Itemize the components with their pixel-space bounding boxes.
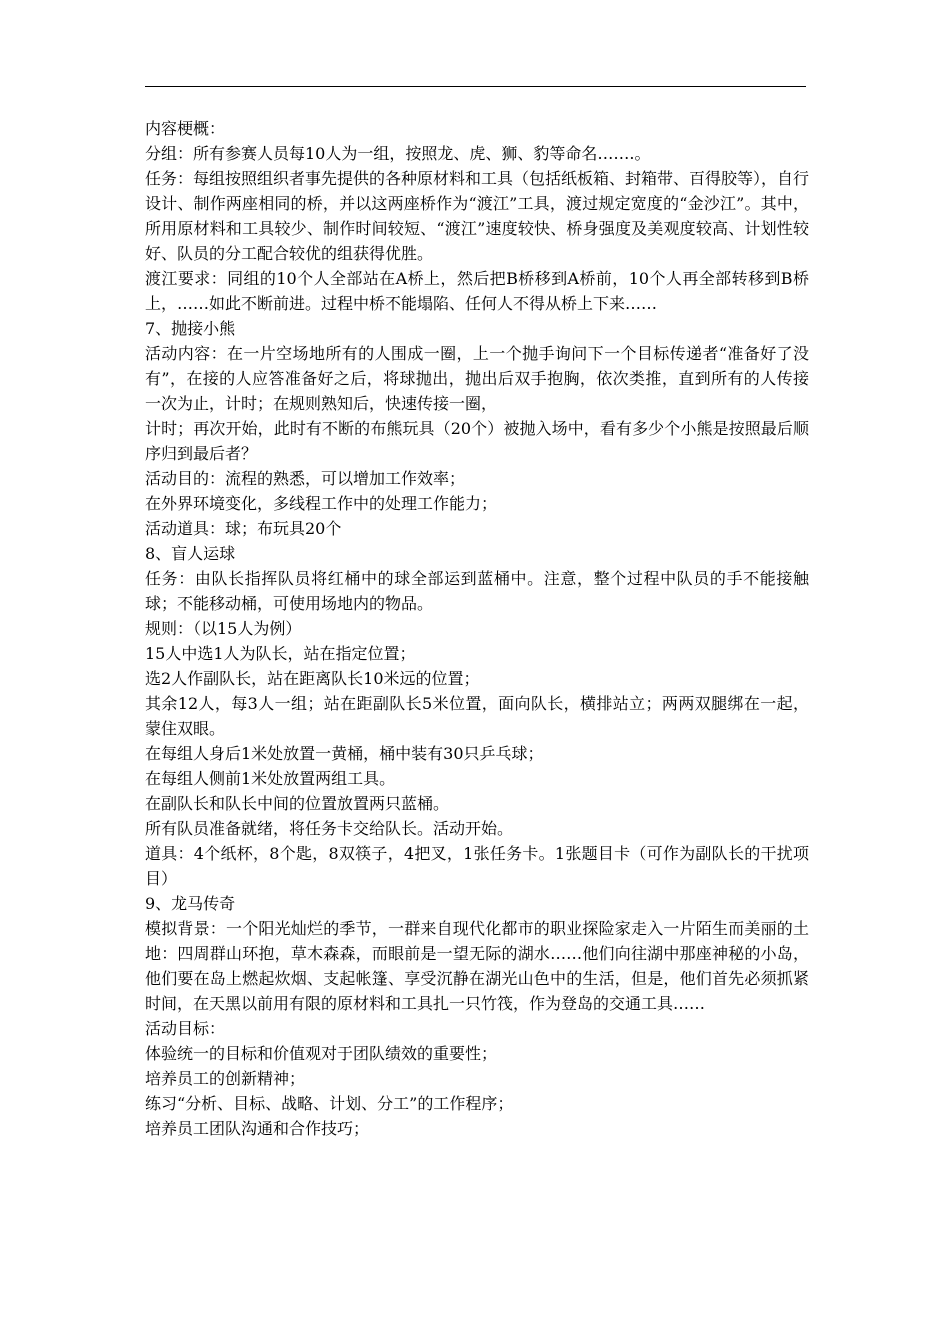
paragraph-activity-content: 活动内容：在一片空场地所有的人围成一圈，上一个抛手询问下一个目标传递者“准备好了没有”，在接的人应答准备好之后，将球抛出，抛出后双手抱胸，依次类推，直到所有的人传接一次为止，计时；在规则熟知后，快速传接一圈， (145, 344, 809, 413)
paragraph-environment: 在外界环境变化，多线程工作中的处理工作能力； (145, 494, 498, 513)
paragraph-rules-heading: 规则：（以15人为例） (145, 619, 302, 638)
paragraph-activity-purpose: 活动目的：流程的熟悉，可以增加工作效率； (145, 469, 466, 488)
section-heading-7: 7、抛接小熊 (145, 319, 236, 338)
paragraph-timing: 计时；再次开始，此时有不断的布熊玩具（20个）被抛入场中，看有多少个小熊是按照最后顺序归到最后者？ (145, 419, 809, 463)
paragraph-grouping: 分组：所有参赛人员每10人为一组，按照龙、虎、狮、豹等命名…….。 (145, 144, 651, 163)
paragraph-blind-props: 道具：4个纸杯，8个匙，8双筷子，4把叉，1张任务卡。1张题目卡（可作为副队长的干扰项目） (145, 844, 809, 888)
paragraph-goal-innovation: 培养员工的创新精神； (145, 1069, 306, 1088)
paragraph-rule-groups: 其余12人，每3人一组；站在距副队长5米位置，面向队长，横排站立；两两双腿绑在一起，蒙住双眼。 (145, 694, 809, 738)
paragraph-crossing-rules: 渡江要求：同组的10个人全部站在A桥上，然后把B桥移到A桥前，10个人再全部转移到B桥上，……如此不断前进。过程中桥不能塌陷、任何人不得从桥上下来…… (145, 269, 809, 313)
document-body (145, 116, 809, 1141)
paragraph-goal-communication: 培养员工团队沟通和合作技巧； (145, 1119, 370, 1138)
section-heading-9: 9、龙马传奇 (145, 894, 236, 913)
paragraph-task: 任务：每组按照组织者事先提供的各种原材料和工具（包括纸板箱、封箱带、百得胶等），自行设计、制作两座相同的桥，并以这两座桥作为“渡江”工具，渡过规定宽度的“金沙江”。其中，所用原材料和工具较少、制作时间较短、“渡江”速度较快、桥身强度及美观度较高、计划性较好、队员的分工配合较优的组获得优胜。 (145, 169, 810, 263)
paragraph-rule-blue-buckets: 在副队长和队长中间的位置放置两只蓝桶。 (145, 794, 450, 813)
paragraph-rule-vice-captain: 选2人作副队长，站在距离队长10米远的位置； (145, 669, 480, 688)
paragraph-rule-start: 所有队员准备就绪，将任务卡交给队长。活动开始。 (145, 819, 514, 838)
paragraph-goal-values: 体验统一的目标和价值观对于团队绩效的重要性； (145, 1044, 498, 1063)
paragraph-blind-task: 任务：由队长指挥队员将红桶中的球全部运到蓝桶中。注意，整个过程中队员的手不能接触球；不能移动桶，可使用场地内的物品。 (145, 569, 809, 613)
paragraph-rule-yellow-bucket: 在每组人身后1米处放置一黄桶，桶中装有30只乒乓球； (145, 744, 544, 763)
paragraph-rule-captain: 15人中选1人为队长，站在指定位置； (145, 644, 416, 663)
section-heading-8: 8、盲人运球 (145, 544, 236, 563)
paragraph-props: 活动道具：球；布玩具20个 (145, 519, 342, 538)
paragraph-background: 模拟背景：一个阳光灿烂的季节，一群来自现代化都市的职业探险家走入一片陌生而美丽的土地：四周群山环抱，草木森森，而眼前是一望无际的湖水……他们向往湖中那座神秘的小岛，他们要在岛上燃起炊烟、支起帐篷、享受沉静在湖光山色中的生活，但是，他们首先必须抓紧时间，在天黑以前用有限的原材料和工具扎一只竹筏，作为登岛的交通工具…… (145, 919, 809, 1013)
paragraph-rule-tools: 在每组人侧前1米处放置两组工具。 (145, 769, 396, 788)
paragraph-summary-heading: 内容梗概： (145, 119, 226, 138)
paragraph-goal-procedure: 练习“分析、目标、战略、计划、分工”的工作程序； (145, 1094, 514, 1113)
header-rule (145, 86, 806, 87)
paragraph-goals-heading: 活动目标： (145, 1019, 226, 1038)
